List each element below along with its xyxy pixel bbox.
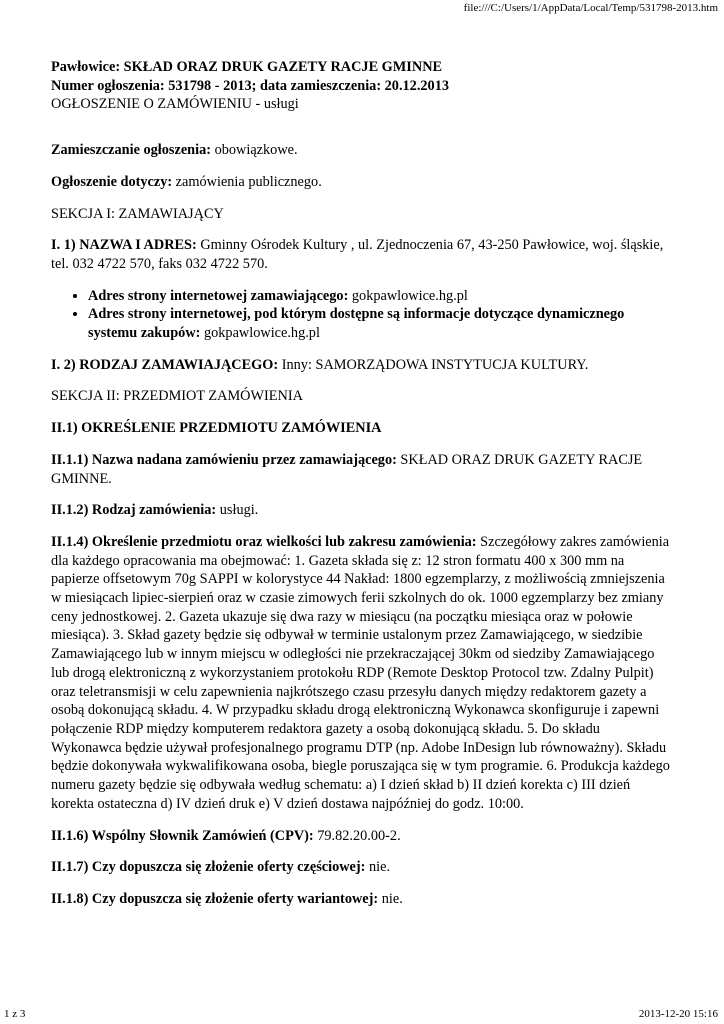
notice-title: Pawłowice: SKŁAD ORAZ DRUK GAZETY RACJE GMINNE <box>51 59 443 75</box>
field-value: SKŁAD ORAZ DRUK GAZETY RACJE GMINNE. <box>51 451 643 487</box>
field-order-kind <box>51 501 673 520</box>
field-label: Adres strony internetowej zamawiającego: <box>88 287 349 304</box>
field-value: gokpawlowice.hg.pl <box>348 287 468 304</box>
field-zamieszczanie <box>51 141 673 160</box>
field-label: Zamieszczanie ogłoszenia: <box>51 142 212 159</box>
list-item <box>88 287 673 306</box>
list-item <box>88 305 673 342</box>
field-value: 79.82.20.00-2. <box>313 827 401 844</box>
field-name-address <box>51 236 673 273</box>
field-value: obowiązkowe. <box>211 142 298 159</box>
field-label: Adres strony internetowej, pod którym dostępne są informacje dotyczące dynamicznego systemu zakupów: <box>88 306 625 342</box>
field-value: Inny: SAMORZĄDOWA INSTYTUCJA KULTURY. <box>278 356 589 373</box>
notice-type-line: OGŁOSZENIE O ZAMÓWIENIU - usługi <box>51 96 299 113</box>
field-label: II.1.1) Nazwa nadana zamówieniu przez zamawiającego: <box>51 451 397 468</box>
subheading-text: II.1) OKREŚLENIE PRZEDMIOTU ZAMÓWIENIA <box>51 420 382 437</box>
field-label: II.1.6) Wspólny Słownik Zamówień (CPV): <box>51 827 314 844</box>
print-footer-page: 1 z 3 <box>4 1008 26 1020</box>
field-order-description <box>51 533 673 814</box>
field-label: II.1.8) Czy dopuszcza się złożenie oferty wariantowej: <box>51 890 379 907</box>
notice-header <box>51 58 673 114</box>
field-label: I. 2) RODZAJ ZAMAWIAJĄCEGO: <box>51 356 279 373</box>
field-dotyczy <box>51 173 673 192</box>
field-label: II.1.2) Rodzaj zamówienia: <box>51 502 217 519</box>
field-order-name <box>51 451 673 488</box>
section-2-1-heading <box>51 419 673 438</box>
section-2-heading: SEKCJA II: PRZEDMIOT ZAMÓWIENIA <box>51 388 303 405</box>
field-value: Szczegółowy zakres zamówienia dla każdego opracowania ma obejmować: 1. Gazeta składa się z: 12 stron formatu 400 x 300 mm na papierze offsetowym 70g SAPPI w kolorystyce 44 Nakład: 1800 egzemplarzy, z możliwością zmniejszenia w miesiącach lipiec-sierpień oraz w czasie zimowych ferii szkolnych do ok. 1000 egzemplarzy bez zmiany ceny jednostkowej. 2. Gazeta ukazuje się dwa razy w miesiącu (na początku miesiąca oraz w połowie miesiąca). 3. Skład gazety będzie się odbywał w terminie ustalonym przez Zamawiającego, w siedzibie Zamawiającego lub w innym miejscu w odległości nie przekraczającej 30km od siedziby Zamawiającego lub drogą elektroniczną z wykorzystaniem protokołu RDP (Remote Desktop Protocol tzw. Zdalny Pulpit) oraz teletransmisji w celu zapewnienia najkrótszego czasu przesyłu danych między redaktorem gazety a osobą dokonującą składu. 4. W przypadku składu drogą elektroniczną Wykonawca skonfiguruje i zapewni połączenie RDP między komputerem redaktora gazety a osobą dokonującą składu. 5. Do składu Wykonawca będzie używał profesjonalnego programu DTP (np. Adobe InDesign lub równoważny). Składu będzie dokonywała wykwalifikowana osoba, biegle poruszająca się w tym programie. 6. Produkcja każdego numeru gazety będzie się odbywała według schematu: a) I dzień skład b) II dzień korekta c) III dzień korekta ostateczna d) IV dzień druk e) V dzień dostawa najpóźniej do godz. 10:00. <box>51 533 670 812</box>
field-label: II.1.4) Określenie przedmiotu oraz wielkości lub zakresu zamówienia: <box>51 533 477 550</box>
field-value: zamówienia publicznego. <box>172 173 322 190</box>
notice-content <box>51 58 673 922</box>
field-ordering-party-type <box>51 356 673 375</box>
contact-list <box>51 287 673 343</box>
field-value: Gminny Ośrodek Kultury , ul. Zjednoczenia 67, 43-250 Pawłowice, woj. śląskie, tel. 032 4722 570, faks 032 4722 570. <box>51 237 664 272</box>
field-label: I. 1) NAZWA I ADRES: <box>51 237 197 254</box>
section-1-heading: SEKCJA I: ZAMAWIAJĄCY <box>51 205 224 222</box>
field-value: gokpawlowice.hg.pl <box>200 325 320 342</box>
field-label: II.1.7) Czy dopuszcza się złożenie oferty częściowej: <box>51 859 366 876</box>
notice-number-line: Numer ogłoszenia: 531798 - 2013; data zamieszczenia: 20.12.2013 <box>51 77 449 94</box>
field-value: usługi. <box>216 502 259 519</box>
field-label: Ogłoszenie dotyczy: <box>51 173 173 190</box>
field-value: nie. <box>378 890 403 907</box>
field-variant-offer <box>51 890 673 909</box>
field-value: nie. <box>365 859 391 876</box>
print-footer-datetime: 2013-12-20 15:16 <box>638 1008 718 1020</box>
field-cpv <box>51 827 673 846</box>
field-partial-offer <box>51 858 673 877</box>
print-header-url: file:///C:/Users/1/AppData/Local/Temp/531798-2013.htm <box>463 2 718 14</box>
